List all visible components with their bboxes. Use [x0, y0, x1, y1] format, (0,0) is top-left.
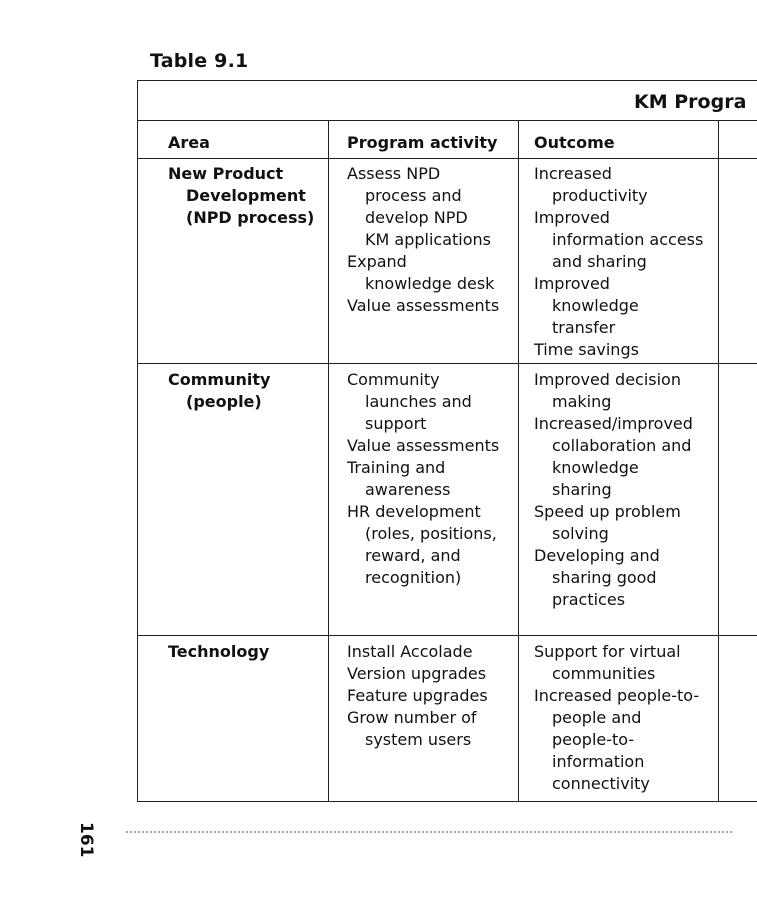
- outcome-line: sharing: [552, 480, 612, 499]
- outcome-line: collaboration and: [552, 436, 692, 455]
- outcome-line: Increased people-to-: [534, 686, 700, 705]
- outcome-line: people and: [552, 708, 642, 727]
- area-line: (NPD process): [186, 208, 315, 227]
- activity-line: Training and: [347, 458, 446, 477]
- activity-line: Install Accolade: [347, 642, 473, 661]
- row-divider: [138, 363, 757, 364]
- km-program-table: [137, 80, 757, 802]
- outcome-line: making: [552, 392, 612, 411]
- outcome-line: information: [552, 752, 645, 771]
- column-divider: [718, 121, 719, 802]
- outcome-line: Developing and: [534, 546, 660, 565]
- outcome-line: Improved: [534, 208, 610, 227]
- outcome-line: Support for virtual: [534, 642, 681, 661]
- activity-line: Feature upgrades: [347, 686, 488, 705]
- activity-line: support: [365, 414, 427, 433]
- outcome-line: and sharing: [552, 252, 647, 271]
- activity-line: Assess NPD: [347, 164, 441, 183]
- outcome-line: knowledge: [552, 458, 639, 477]
- activity-line: launches and: [365, 392, 472, 411]
- outcome-line: practices: [552, 590, 626, 609]
- row-outcome-technology: [534, 641, 699, 795]
- activity-line: recognition): [365, 568, 462, 587]
- row-outcome-npd: [534, 163, 703, 361]
- activity-line: awareness: [365, 480, 451, 499]
- outcome-line: transfer: [552, 318, 616, 337]
- banner-title: KM Progra: [634, 91, 747, 113]
- outcome-line: Speed up problem: [534, 502, 681, 521]
- page-number: 161: [76, 822, 96, 858]
- outcome-line: productivity: [552, 186, 648, 205]
- activity-line: system users: [365, 730, 472, 749]
- outcome-line: people-to-: [552, 730, 635, 749]
- area-line: (people): [186, 392, 262, 411]
- activity-line: KM applications: [365, 230, 491, 249]
- outcome-line: communities: [552, 664, 656, 683]
- area-line: New Product: [168, 164, 284, 183]
- activity-line: Grow number of: [347, 708, 477, 727]
- row-activity-npd: [347, 163, 499, 317]
- outcome-line: solving: [552, 524, 609, 543]
- activity-line: process and: [365, 186, 462, 205]
- activity-line: reward, and: [365, 546, 461, 565]
- row-outcome-community: [534, 369, 693, 611]
- outcome-line: sharing good: [552, 568, 657, 587]
- header-program-activity: Program activity: [347, 133, 498, 152]
- area-line: Development: [186, 186, 306, 205]
- outcome-line: Improved: [534, 274, 610, 293]
- row-area-community: [168, 369, 270, 413]
- outcome-line: knowledge: [552, 296, 639, 315]
- row-area-technology: [168, 641, 269, 663]
- table-label: Table 9.1: [150, 50, 249, 72]
- column-divider: [518, 121, 519, 802]
- activity-line: Expand: [347, 252, 407, 271]
- activity-line: develop NPD: [365, 208, 468, 227]
- header-area: Area: [168, 133, 210, 152]
- row-divider: [138, 635, 757, 636]
- outcome-line: Increased/improved: [534, 414, 693, 433]
- activity-line: Community: [347, 370, 440, 389]
- activity-line: (roles, positions,: [365, 524, 497, 543]
- area-line: Community: [168, 370, 271, 389]
- table-banner: [138, 81, 757, 121]
- activity-line: knowledge desk: [365, 274, 495, 293]
- area-line: Technology: [168, 642, 270, 661]
- activity-line: Version upgrades: [347, 664, 487, 683]
- activity-line: Value assessments: [347, 296, 500, 315]
- row-activity-technology: [347, 641, 488, 751]
- outcome-line: Improved decision: [534, 370, 681, 389]
- outcome-line: Increased: [534, 164, 612, 183]
- row-divider: [138, 158, 757, 159]
- row-activity-community: [347, 369, 499, 589]
- outcome-line: Time savings: [534, 340, 639, 359]
- row-area-npd: [168, 163, 314, 229]
- outcome-line: information access: [552, 230, 704, 249]
- activity-line: Value assessments: [347, 436, 500, 455]
- header-outcome: Outcome: [534, 133, 615, 152]
- activity-line: HR development: [347, 502, 481, 521]
- column-divider: [328, 121, 329, 802]
- footer-dotted-rule: [126, 831, 732, 833]
- outcome-line: connectivity: [552, 774, 650, 793]
